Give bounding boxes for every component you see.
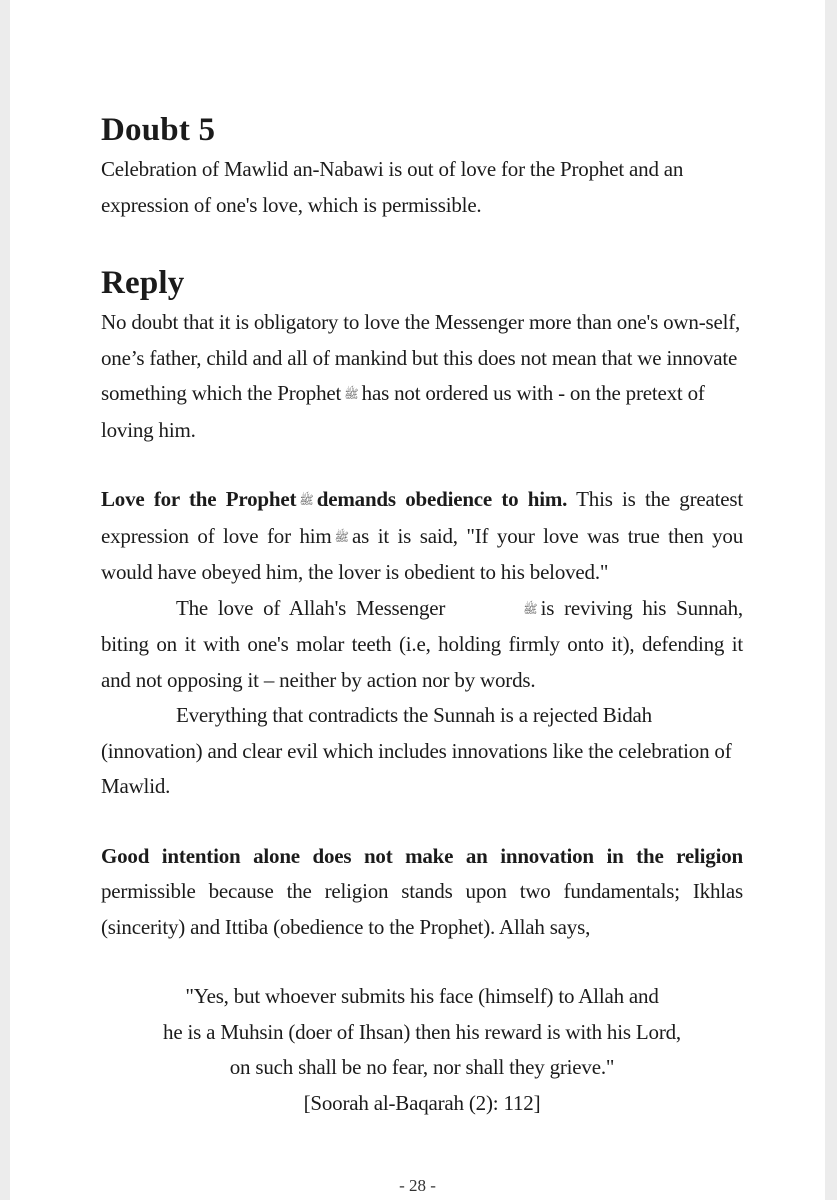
page-content xyxy=(101,104,743,1121)
page-number: - 28 - xyxy=(399,1176,436,1195)
reply-heading: Reply xyxy=(101,265,185,301)
reply-p2-bold-a: Love for the Prophet xyxy=(101,487,297,511)
doubt-heading: Doubt 5 xyxy=(101,112,216,148)
reply-paragraph-4: Everything that contradicts the Sunnah is a rejected Bidah (innovation) and clear evil which includes innovations like the celebration of Mawlid. xyxy=(101,703,732,798)
quote-line-1: "Yes, but whoever submits his face (himself) to Allah and xyxy=(185,984,659,1008)
reply-p2-text-a: This is the greatest expression of love for him xyxy=(101,487,744,548)
doubt-text: Celebration of Mawlid an-Nabawi is out of love for the Prophet and an expression of one's love, which is permissible. xyxy=(101,157,684,217)
reply-p2-bold-b: demands obedience to him. xyxy=(316,487,568,511)
salutation-icon: ﷺ xyxy=(299,493,314,507)
quran-quote xyxy=(101,979,743,1121)
document-page xyxy=(10,0,825,1200)
reply-paragraph-2 xyxy=(101,482,743,591)
reply-paragraph-1 xyxy=(101,305,743,448)
reply-paragraph-3 xyxy=(101,591,743,699)
reply-p5-bold: Good intention alone does not make an innovation in the religion xyxy=(101,843,743,868)
salutation-icon: ﷺ xyxy=(334,529,350,544)
salutation-icon: ﷺ xyxy=(344,387,359,401)
salutation-icon: ﷺ xyxy=(523,601,538,616)
quote-line-3: on such shall be no fear, nor shall they grieve." xyxy=(229,1055,615,1079)
reply-p1-text-b: has not ordered us with - on the pretext of loving him. xyxy=(101,381,705,442)
quote-citation: [Soorah al-Baqarah (2): 112] xyxy=(303,1090,541,1115)
reply-p2-text-b: as it is said, "If your love was true then you would have obeyed him, the lover is obedient to his beloved." xyxy=(101,523,744,584)
reply-p3-text-a: The love of Allah's Messenger xyxy=(176,595,446,620)
reply-p5-text: permissible because the religion stands upon two fundamentals; Ikhlas (sincerity) and Ittiba (obedience to the Prophet). Allah says, xyxy=(101,879,743,939)
reply-p3-text-b: is reviving his Sunnah, biting on it with one's molar teeth (i.e, holding firmly onto it), defending it and not opposing it – neither by action nor by words. xyxy=(101,595,743,692)
reply-p1-text-a: No doubt that it is obligatory to love the Messenger more than one's own-self, one’s father, child and all of mankind but this does not mean that we innovate something which the Prophet xyxy=(101,310,741,405)
quote-line-2: he is a Muhsin (doer of Ihsan) then his reward is with his Lord, xyxy=(163,1019,681,1044)
reply-paragraph-5 xyxy=(101,839,743,946)
